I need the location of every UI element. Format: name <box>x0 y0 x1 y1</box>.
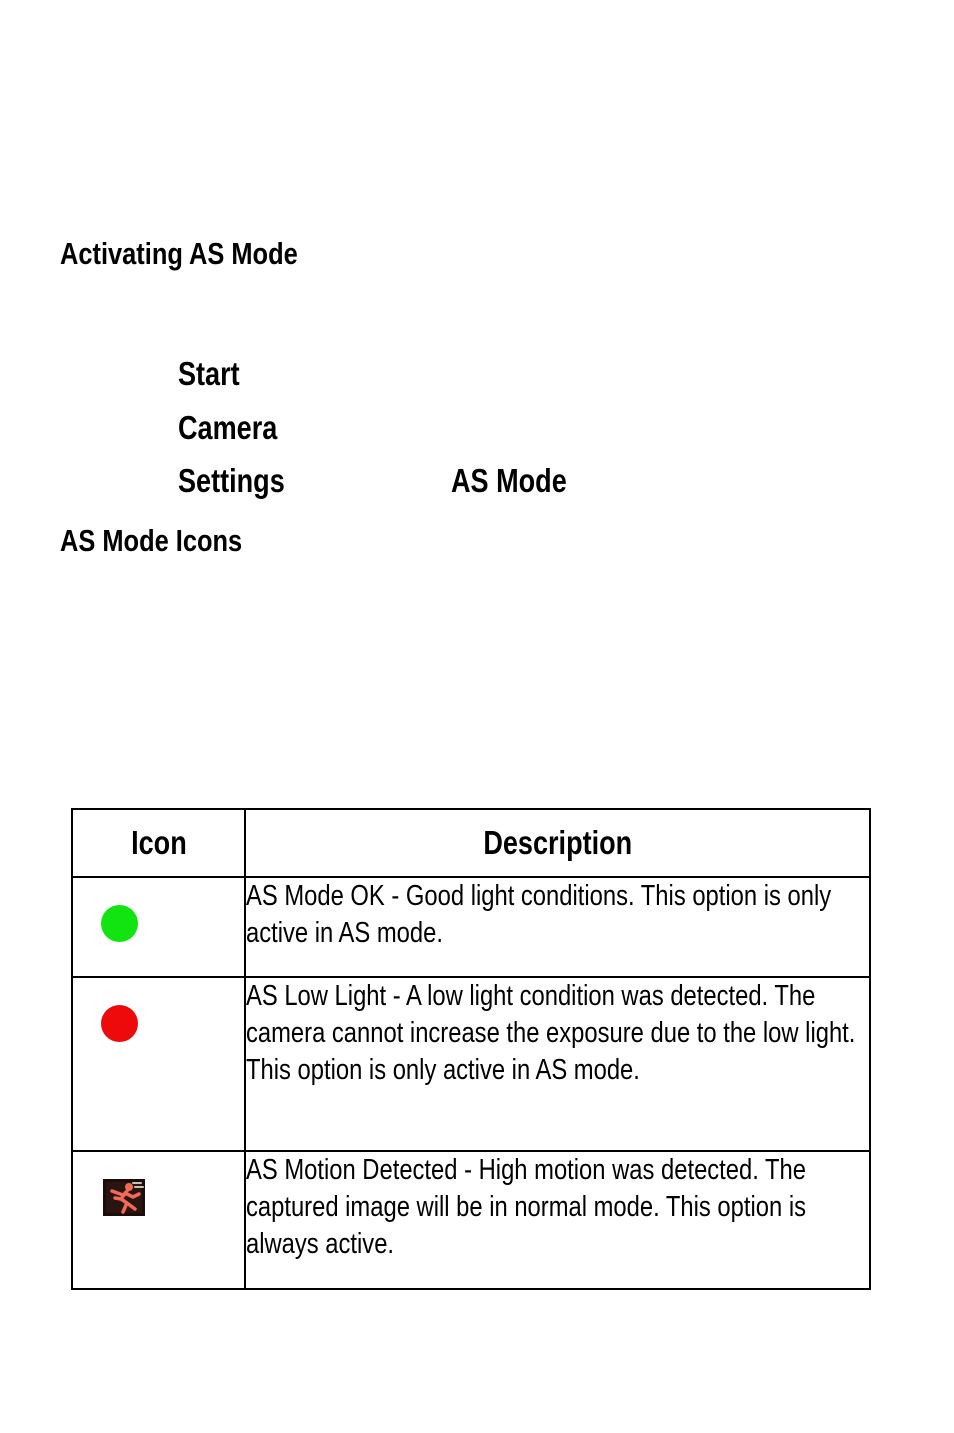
icon-cell <box>72 977 245 1151</box>
running-person-icon <box>103 1179 145 1216</box>
column-header-icon-label: Icon <box>130 824 187 861</box>
column-header-description-label: Description <box>483 824 632 861</box>
heading-activating-as-mode: Activating AS Mode <box>60 236 298 271</box>
icon-cell <box>72 877 245 977</box>
green-dot-icon <box>101 905 138 942</box>
description-text: AS Low Light - A low light condition was detected. The camera cannot increase the exposure due to the low light. This option is only active in AS mode. <box>246 980 856 1086</box>
description-text: AS Motion Detected - High motion was detected. The captured image will be in normal mode. This option is always active. <box>246 1154 807 1260</box>
description-cell <box>245 877 870 977</box>
step-settings: Settings <box>178 462 285 499</box>
column-header-description <box>245 809 870 877</box>
icon-cell <box>72 1151 245 1289</box>
description-cell <box>245 977 870 1151</box>
table-header-row <box>72 809 870 877</box>
description-cell <box>245 1151 870 1289</box>
heading-as-mode-icons: AS Mode Icons <box>60 523 243 558</box>
description-text: AS Mode OK - Good light conditions. This option is only active in AS mode. <box>246 880 832 949</box>
step-start: Start <box>178 355 240 392</box>
column-header-icon <box>72 809 245 877</box>
as-mode-icons-table <box>71 808 871 1290</box>
table-row <box>72 877 870 977</box>
table-row <box>72 977 870 1151</box>
step-as-mode: AS Mode <box>451 462 567 499</box>
table-row <box>72 1151 870 1289</box>
step-camera: Camera <box>178 409 278 446</box>
red-dot-icon <box>101 1005 138 1042</box>
